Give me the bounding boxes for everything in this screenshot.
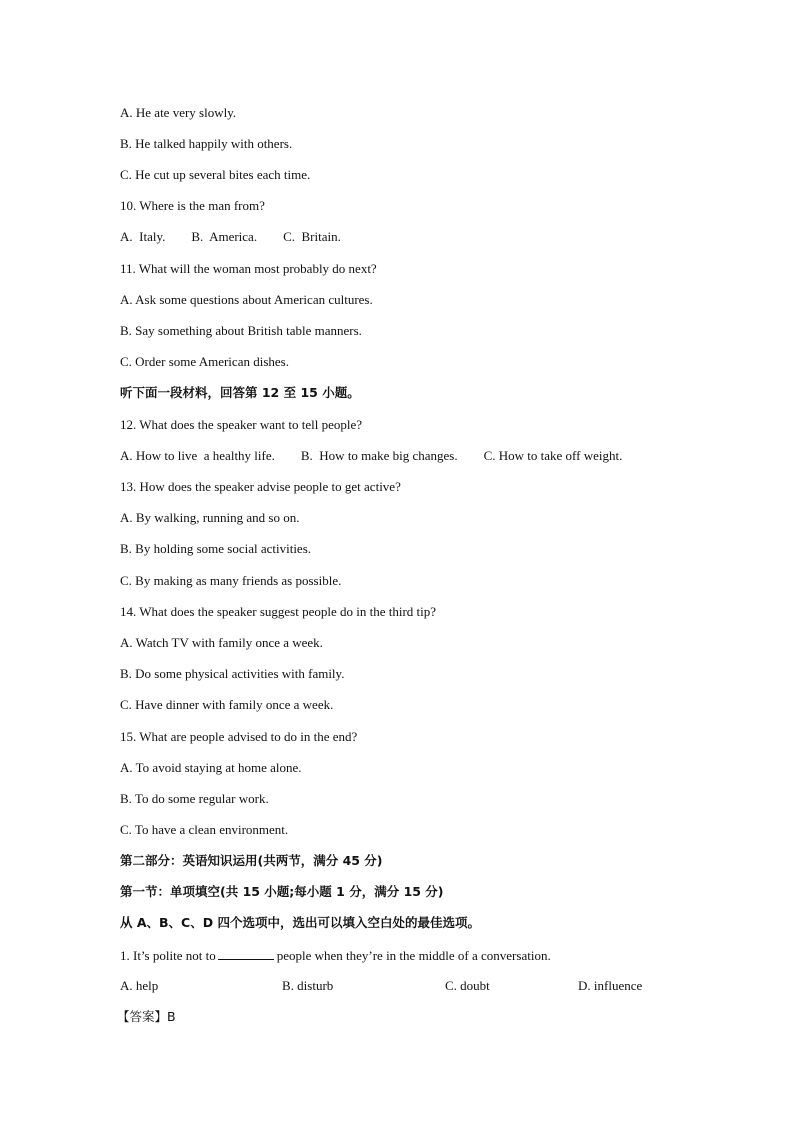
q1-option-b: B. disturb xyxy=(282,978,334,993)
q1-option-c: C. doubt xyxy=(445,978,490,993)
q11-question: 11. What will the woman most probably do next? xyxy=(120,261,377,276)
q15-option-a: A. To avoid staying at home alone. xyxy=(120,760,302,775)
q12-question: 12. What does the speaker want to tell people? xyxy=(120,417,362,432)
q9-option-b: B. He talked happily with others. xyxy=(120,136,293,151)
section-one-heading: 第一节：单项填空(共 15 小题;每小题 1 分，满分 15 分) xyxy=(120,884,444,899)
q1-text-after: people when they’re in the middle of a conversation. xyxy=(276,948,551,963)
q11-option-c: C. Order some American dishes. xyxy=(120,354,289,369)
q11-option-b: B. Say something about British table manners. xyxy=(120,323,362,338)
q15-option-c: C. To have a clean environment. xyxy=(120,822,289,837)
q1-option-d: D. influence xyxy=(578,978,643,993)
q13-option-b: B. By holding some social activities. xyxy=(120,541,312,556)
q14-option-a: A. Watch TV with family once a week. xyxy=(120,635,323,650)
section-instruction-12-15: 听下面一段材料，回答第 12 至 15 小题。 xyxy=(120,385,360,400)
q1-option-a: A. help xyxy=(120,978,159,993)
q13-question: 13. How does the speaker advise people to get active? xyxy=(120,479,401,494)
section-one-instruction: 从 A、B、C、D 四个选项中，选出可以填入空白处的最佳选项。 xyxy=(120,915,480,930)
q9-option-a: A. He ate very slowly. xyxy=(120,105,237,120)
q14-option-b: B. Do some physical activities with family. xyxy=(120,666,345,681)
q1-question xyxy=(120,947,551,964)
answer-label: 【答案】B xyxy=(117,1009,176,1024)
q13-option-a: A. By walking, running and so on. xyxy=(120,510,300,525)
q9-option-c: C. He cut up several bites each time. xyxy=(120,167,311,182)
q14-question: 14. What does the speaker suggest people do in the third tip? xyxy=(120,604,437,619)
q12-options: A. How to live a healthy life. B. How to make big changes. C. How to take off weight. xyxy=(120,448,623,463)
q10-question: 10. Where is the man from? xyxy=(120,198,265,213)
q1-text-before: 1. It’s polite not to xyxy=(120,948,216,963)
q1-answer-blank xyxy=(218,947,274,960)
q15-question: 15. What are people advised to do in the end? xyxy=(120,729,358,744)
q11-option-a: A. Ask some questions about American cultures. xyxy=(120,292,373,307)
q13-option-c: C. By making as many friends as possible. xyxy=(120,573,342,588)
part-two-heading: 第二部分：英语知识运用(共两节，满分 45 分) xyxy=(120,853,383,868)
q15-option-b: B. To do some regular work. xyxy=(120,791,269,806)
q14-option-c: C. Have dinner with family once a week. xyxy=(120,697,334,712)
q10-options: A. Italy. B. America. C. Britain. xyxy=(120,229,341,244)
